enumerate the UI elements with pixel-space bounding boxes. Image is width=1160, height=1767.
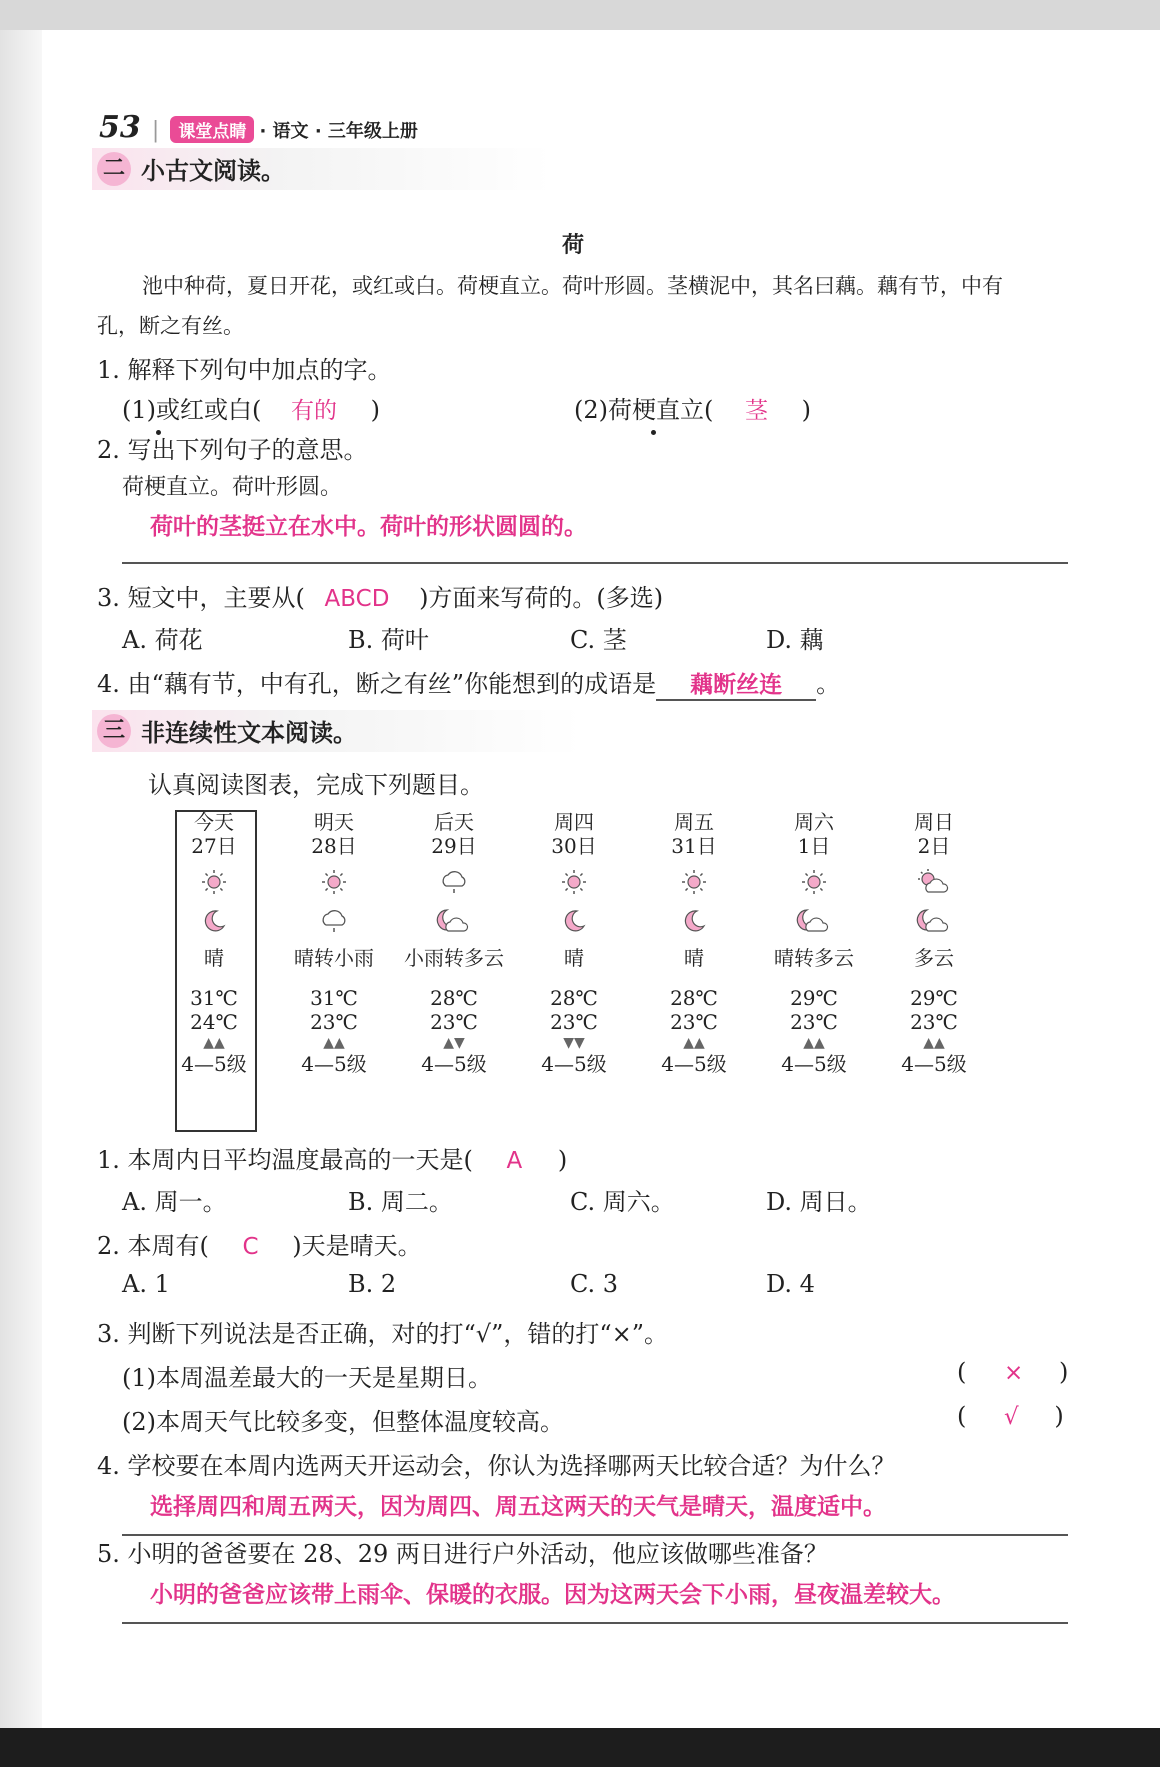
day-label: 后天 [434,810,474,834]
day-label: 今天 [194,810,234,834]
header-divider: | [151,118,160,143]
weather-description: 小雨转多云 [404,946,504,970]
weather-day-column [879,810,989,1076]
sun-cloud-icon [879,868,989,901]
day-label: 周四 [554,810,594,834]
moon-icon [159,907,269,940]
top-bar [0,0,1160,30]
weather-day-column [279,810,389,1076]
s3-q1-suffix: ) [557,1146,568,1174]
s2-q3-answer: ABCD [324,586,390,612]
s2-question-2: 2. 写出下列句子的意思。 [97,436,368,464]
s2-q3-option-c: C. 茎 [570,626,627,654]
s2-q1a-close: ) [370,396,381,424]
s3-question-4: 4. 学校要在本周内选两天开运动会，你认为选择哪两天比较合适？为什么？ [97,1452,896,1480]
low-temperature: 23℃ [910,1010,958,1034]
page-gutter-shadow [0,30,42,1730]
weather-day-column [639,810,749,1076]
wind-direction-arrows: ▲▲ [923,1035,945,1051]
s3-q5-answer: 小明的爸爸应该带上雨伞、保暖的衣服。因为这两天会下小雨，昼夜温差较大。 [150,1582,955,1608]
s3-q2-option-a: A. 1 [122,1270,170,1298]
paren-close: ) [1054,1402,1064,1430]
s2-q3-suffix: )方面来写荷的。(多选) [419,584,664,612]
s2-q4-answer: 藕断丝连 [656,666,816,701]
emphasis-dot [651,430,656,435]
date-label: 31日 [671,834,717,858]
s3-q3b-bracket [957,1402,1064,1430]
s3-q3a-text: (1)本周温差最大的一天是星期日。 [122,1364,492,1392]
low-temperature: 23℃ [790,1010,838,1034]
sun-icon [639,868,749,901]
s3-instruction: 认真阅读图表，完成下列题目。 [148,771,484,799]
s3-q2-option-b: B. 2 [348,1270,397,1298]
high-temperature: 28℃ [670,986,718,1010]
bottom-bar [0,1728,1160,1767]
subject-label: · 语文 · 三年级上册 [259,121,418,142]
s3-q1-option-c: C. 周六。 [570,1188,675,1216]
sun-icon [519,868,629,901]
sun-icon [759,868,869,901]
weather-description: 晴转小雨 [294,946,374,970]
article-title: 荷 [562,232,585,258]
article-line-2: 孔，断之有丝。 [97,314,244,338]
sun-icon [159,868,269,901]
paren-open: ( [957,1402,967,1430]
page-header [99,110,418,145]
section-2-title: 小古文阅读。 [141,157,285,185]
weather-forecast-table [157,810,997,1135]
s3-q2-option-c: C. 3 [570,1270,619,1298]
s2-q1b-answer: 茎 [745,398,768,424]
s3-q1-answer: A [506,1148,523,1174]
weather-description: 晴转多云 [774,946,854,970]
moon-cloud-icon [399,907,509,940]
date-label: 27日 [191,834,237,858]
section-3-title: 非连续性文本阅读。 [141,719,357,747]
wind-level: 4—5级 [781,1052,847,1076]
low-temperature: 23℃ [670,1010,718,1034]
s3-q1-option-b: B. 周二。 [348,1188,453,1216]
s2-q3-option-d: D. 藕 [766,626,824,654]
s3-q1-prefix: 1. 本周内日平均温度最高的一天是( [97,1146,473,1174]
section-2-heading [97,151,285,186]
s3-q1-option-d: D. 周日。 [766,1188,872,1216]
s2-q2-sentence: 荷梗直立。荷叶形圆。 [122,475,343,500]
day-label: 周六 [794,810,834,834]
s2-q4-suffix: 。 [816,670,841,698]
s3-q2-suffix: )天是晴天。 [292,1232,422,1260]
date-label: 30日 [551,834,597,858]
s2-question-4 [97,664,840,701]
s3-question-1 [97,1140,567,1175]
wind-direction-arrows: ▲▲ [803,1035,825,1051]
s3-q2-answer: C [242,1234,259,1260]
high-temperature: 29℃ [910,986,958,1010]
wind-level: 4—5级 [901,1052,967,1076]
day-label: 周日 [914,810,954,834]
moon-icon [639,907,749,940]
weather-day-column [399,810,509,1076]
s3-q3a-answer: × [1004,1360,1024,1386]
section-2-number: 二 [97,152,131,186]
wind-level: 4—5级 [181,1052,247,1076]
brand-badge: 课堂点睛 [170,116,254,143]
day-label: 周五 [674,810,714,834]
s3-q3b-answer: √ [1004,1404,1019,1430]
s2-q2-answer: 荷叶的茎挺立在水中。荷叶的形状圆圆的。 [150,514,587,540]
s2-q4-prefix: 4. 由“藕有节，中有孔，断之有丝”你能想到的成语是 [97,670,657,698]
moon-cloud-icon [879,907,989,940]
wind-direction-arrows: ▲▲ [203,1035,225,1051]
moon-icon [519,907,629,940]
s2-q1a [122,390,380,425]
sun-icon [279,868,389,901]
s2-q1b-text: (2)荷梗直立( [574,396,714,424]
s2-q3-option-a: A. 荷花 [122,626,203,654]
rain-cloud-icon [279,907,389,940]
answer-line [122,562,1068,564]
date-label: 2日 [917,834,951,858]
date-label: 1日 [797,834,831,858]
wind-direction-arrows: ▲▲ [323,1035,345,1051]
weather-day-column [159,810,269,1076]
s3-q4-answer: 选择周四和周五两天，因为周四、周五这两天的天气是晴天，温度适中。 [150,1494,886,1520]
s2-q1a-answer: 有的 [291,398,337,424]
weather-day-column [759,810,869,1076]
s2-question-1: 1. 解释下列句中加点的字。 [97,356,392,384]
s2-q1a-text: (1)或红或白( [122,396,262,424]
date-label: 29日 [431,834,477,858]
wind-level: 4—5级 [301,1052,367,1076]
moon-cloud-icon [759,907,869,940]
s2-q3-option-b: B. 荷叶 [348,626,429,654]
low-temperature: 24℃ [190,1010,238,1034]
wind-direction-arrows: ▼▼ [563,1035,585,1051]
s2-q1b [574,390,811,425]
s3-question-3: 3. 判断下列说法是否正确，对的打“√”，错的打“×”。 [97,1320,669,1348]
low-temperature: 23℃ [550,1010,598,1034]
workbook-page [42,30,1160,1728]
s3-q1-option-a: A. 周一。 [122,1188,227,1216]
s2-q3-prefix: 3. 短文中，主要从( [97,584,305,612]
answer-line [122,1622,1068,1624]
wind-direction-arrows: ▲▲ [683,1035,705,1051]
s3-q2-prefix: 2. 本周有( [97,1232,209,1260]
day-label: 明天 [314,810,354,834]
s2-question-3 [97,578,663,613]
s3-question-5: 5. 小明的爸爸要在 28、29 两日进行户外活动，他应该做哪些准备？ [97,1540,828,1568]
s3-q2-option-d: D. 4 [766,1270,815,1298]
high-temperature: 28℃ [430,986,478,1010]
rain-cloud-icon [399,868,509,901]
low-temperature: 23℃ [310,1010,358,1034]
high-temperature: 29℃ [790,986,838,1010]
section-3-number: 三 [97,714,131,748]
s2-q1b-close: ) [801,396,812,424]
article-line-1: 池中种荷，夏日开花，或红或白。荷梗直立。荷叶形圆。茎横泥中，其名曰藕。藕有节，中有 [142,274,1003,298]
wind-level: 4—5级 [421,1052,487,1076]
s3-q3b-text: (2)本周天气比较多变，但整体温度较高。 [122,1408,564,1436]
high-temperature: 31℃ [190,986,238,1010]
wind-direction-arrows: ▲▼ [443,1035,465,1051]
s3-question-2 [97,1226,422,1261]
weather-description: 多云 [914,946,954,970]
wind-level: 4—5级 [661,1052,727,1076]
s3-q3a-bracket [957,1358,1068,1386]
weather-description: 晴 [564,946,584,970]
page-number: 53 [99,110,141,145]
date-label: 28日 [311,834,357,858]
high-temperature: 31℃ [310,986,358,1010]
section-3-heading [97,713,357,748]
paren-close: ) [1058,1358,1069,1386]
wind-level: 4—5级 [541,1052,607,1076]
low-temperature: 23℃ [430,1010,478,1034]
weather-description: 晴 [204,946,224,970]
weather-description: 晴 [684,946,704,970]
weather-day-column [519,810,629,1076]
high-temperature: 28℃ [550,986,598,1010]
paren-open: ( [957,1358,967,1386]
